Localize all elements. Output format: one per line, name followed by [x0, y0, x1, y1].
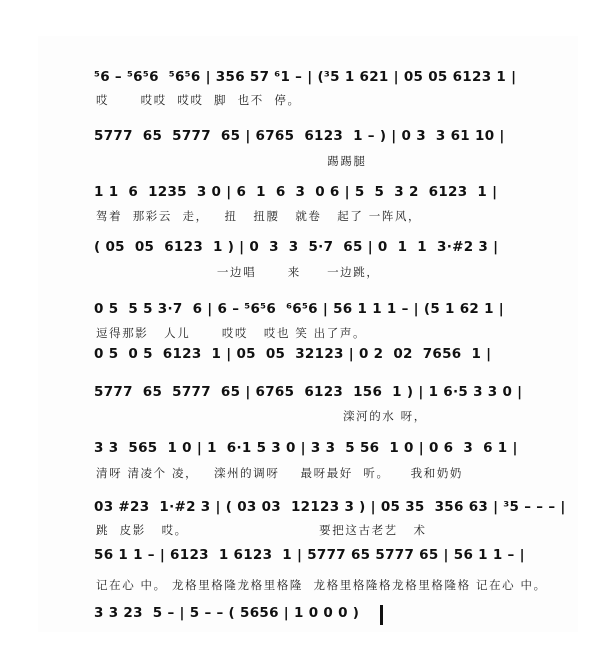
notation-row-5: 0 5 5 5 3·7 6 | 6 – ⁵6⁵6 ⁶6⁵6 | 56 1 1 1 – | (5 1 62 1 |: [94, 301, 505, 317]
score-sheet: [38, 36, 578, 632]
final-barline: [380, 605, 383, 625]
notation-row-2: 5777 65 5777 65 | 6765 6123 1 – ) | 0 3 3 61 10 |: [94, 128, 505, 144]
notation-row-6: 0 5 0 5 6123 1 | 05 05 32123 | 0 2 02 7656 1 |: [94, 346, 492, 362]
lyrics-row-3: 驾着 那彩云 走， 扭 扭腰 就卷 起了 一阵风，: [96, 209, 422, 223]
notation-row-8: 3 3 565 1 0 | 1 6·1 5 3 0 | 3 3 5 56 1 0 | 0 6 3 6 1 |: [94, 440, 518, 456]
lyrics-row-5: 逗得那影 人儿 哎哎 哎也 笑 出了声。: [96, 326, 367, 340]
notation-row-7: 5777 65 5777 65 | 6765 6123 156 1 ) | 1 6·5 3 3 0 |: [94, 384, 523, 400]
notation-row-9: 03 #23 1·#2 3 | ( 03 03 12123 3 ) | 05 35 356 63 | ³5 – – – |: [94, 499, 566, 515]
notation-row-3: 1 1 6 1235 3 0 | 6 1 6 3 0 6 | 5 5 3 2 6123 1 |: [94, 184, 498, 200]
lyrics-row-2: 踢踢腿: [96, 154, 367, 168]
lyrics-row-7: 滦河的水 呀，: [96, 409, 427, 423]
notation-row-1: ⁵6 – ⁵6⁵6 ⁵6⁵6 | 356 57 ⁶1 – | (³5 1 621 | 05 05 6123 1 |: [94, 69, 517, 85]
lyrics-row-4: 一边唱 来 一边跳，: [96, 265, 380, 279]
notation-row-10: 56 1 1 – | 6123 1 6123 1 | 5777 65 5777 65 | 56 1 1 – |: [94, 547, 525, 563]
lyrics-row-9: 跳 皮影 哎。 要把这古老艺 术: [96, 523, 427, 537]
lyrics-row-10: 记在心 中。 龙格里格隆龙格里格隆 龙格里格隆格龙格里格隆格 记在心 中。: [96, 578, 547, 592]
lyrics-row-8: 清呀 清凌个 凌， 滦州的调呀 最呀最好 听。 我和奶奶: [96, 466, 464, 480]
lyrics-row-1: 哎 哎哎 哎哎 脚 也不 停。: [96, 93, 301, 107]
notation-row-11: 3 3 23 5 – | 5 – – ( 5656 | 1 0 0 0 ): [94, 605, 360, 621]
notation-row-4: ( 05 05 6123 1 ) | 0 3 3 5·7 65 | 0 1 1 3·#2 3 |: [94, 239, 499, 255]
